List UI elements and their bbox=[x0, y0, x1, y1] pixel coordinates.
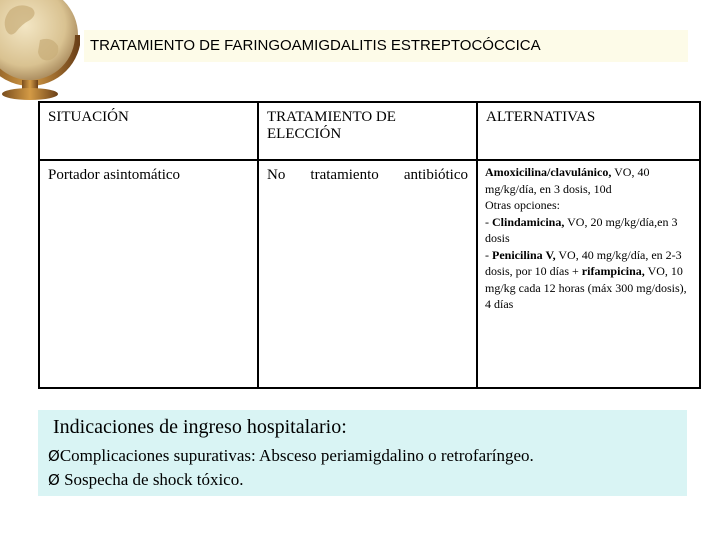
drug-rifampicina: rifampicina, bbox=[581, 264, 645, 278]
table-header-row bbox=[39, 102, 700, 160]
table-row bbox=[39, 160, 700, 388]
hospital-indications-box bbox=[38, 410, 687, 496]
alt-amoxicilina-dose: VO, 40 mg/kg/día, en 3 dosis, 10d bbox=[485, 165, 650, 196]
alt-penicilina-dose: VO, 40 mg/kg/día, en 2-3 dosis, por 10 días + bbox=[485, 247, 682, 278]
globe-icon bbox=[0, 0, 80, 100]
tratamiento-text: No tratamiento antibiótico bbox=[267, 167, 468, 183]
alt-line-clindamicina bbox=[485, 214, 693, 247]
drug-clindamicina: Clindamicina, bbox=[492, 214, 565, 229]
drug-penicilina: Penicilina V, bbox=[492, 247, 556, 262]
header-tratamiento: TRATAMIENTO DE ELECCIÓN bbox=[258, 102, 477, 160]
arrow-bullet-icon: Ø bbox=[48, 471, 60, 489]
cell-alternativas bbox=[477, 160, 700, 388]
hospital-title bbox=[53, 416, 677, 439]
cell-tratamiento bbox=[258, 160, 477, 388]
hospital-title-colon: : bbox=[341, 416, 347, 438]
list-item bbox=[48, 468, 677, 492]
alt-line-amoxicilina bbox=[485, 164, 693, 197]
alt-line-otras: Otras opciones: bbox=[485, 198, 560, 212]
alt-line-penicilina bbox=[485, 247, 693, 313]
drug-amoxicilina: Amoxicilina/clavulánico, bbox=[485, 165, 612, 179]
dash: - bbox=[485, 214, 492, 229]
dash: - bbox=[485, 247, 492, 262]
treatment-table bbox=[38, 101, 701, 389]
alt-rifampicina-dose: VO, 10 mg/kg cada 12 horas (máx 300 mg/dosis), 4 días bbox=[485, 264, 687, 311]
list-item bbox=[48, 444, 677, 468]
header-situacion: SITUACIÓN bbox=[39, 102, 258, 160]
page-title: TRATAMIENTO DE FARINGOAMIGDALITIS ESTREPTOCÓCCICA bbox=[84, 30, 688, 62]
hospital-item-1: Complicaciones supurativas: Absceso periamigdalino o retrofaríngeo. bbox=[59, 446, 534, 465]
alt-clindamicina-dose: VO, 20 mg/kg/día,en 3 dosis bbox=[485, 214, 678, 245]
hospital-item-2: Sospecha de shock tóxico. bbox=[59, 470, 244, 489]
header-alternativas: ALTERNATIVAS bbox=[477, 102, 700, 160]
cell-situacion: Portador asintomático bbox=[39, 160, 258, 388]
arrow-bullet-icon: Ø bbox=[48, 447, 60, 465]
hospital-title-text: Indicaciones de ingreso hospitalario bbox=[53, 416, 342, 438]
